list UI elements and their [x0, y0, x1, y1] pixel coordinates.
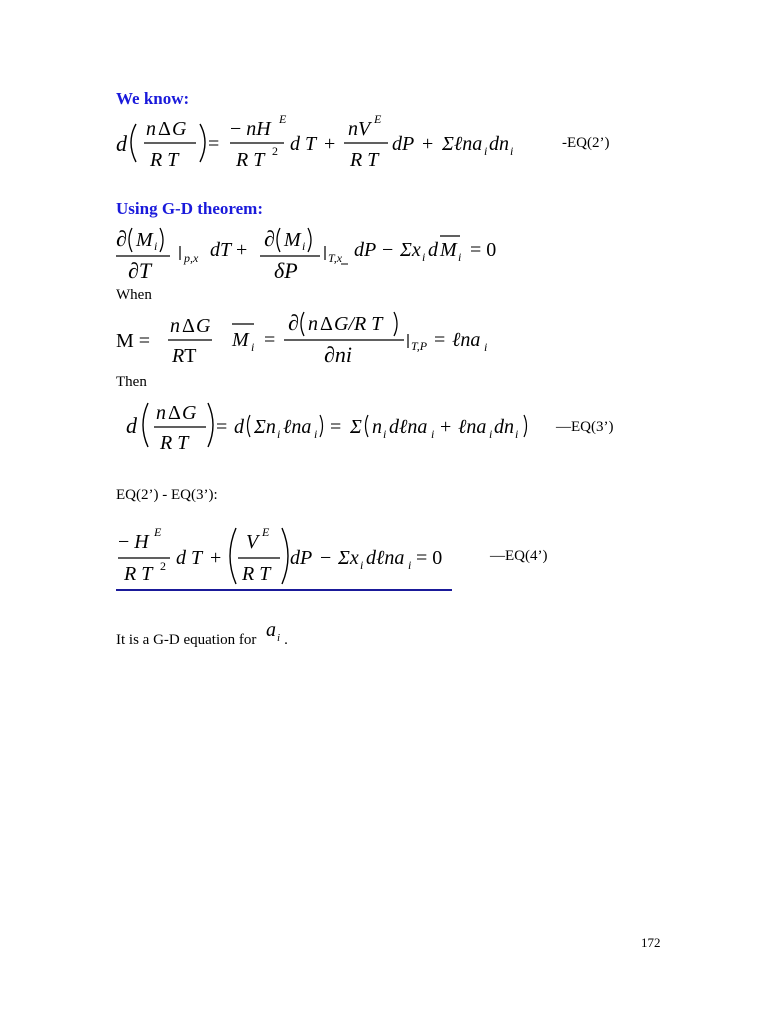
- equation-4-underline: [116, 589, 452, 591]
- svg-text:M: M: [440, 239, 457, 261]
- svg-text:M =: M =: [116, 330, 151, 352]
- svg-text:R T: R T: [160, 432, 189, 454]
- conclusion-symbol: [266, 619, 284, 644]
- label-when: When: [116, 287, 152, 303]
- equation-4: [114, 522, 474, 588]
- svg-text:M: M: [136, 229, 153, 251]
- heading-we-know: We know:: [116, 89, 190, 108]
- svg-text:dℓna: dℓna: [366, 547, 405, 569]
- svg-text:+: +: [440, 416, 452, 438]
- svg-text:=: =: [208, 133, 220, 155]
- svg-text:dn: dn: [494, 416, 514, 438]
- svg-text:i: i: [510, 144, 514, 158]
- svg-text:= 0: = 0: [470, 239, 497, 261]
- svg-text:d: d: [428, 239, 438, 261]
- svg-text:dP: dP: [290, 547, 313, 569]
- equation-tag-eq4: —EQ(4’): [490, 548, 548, 564]
- svg-text:+: +: [210, 547, 222, 569]
- svg-text:i: i: [360, 558, 364, 572]
- svg-text:+: +: [422, 133, 434, 155]
- svg-text:Σ: Σ: [350, 416, 362, 438]
- svg-text:dP: dP: [354, 239, 377, 261]
- svg-text:ℓna: ℓna: [458, 416, 487, 438]
- svg-text:d T: d T: [176, 547, 203, 569]
- svg-text:n: n: [146, 118, 156, 140]
- svg-text:dn: dn: [489, 133, 509, 155]
- svg-text:i: i: [314, 427, 318, 441]
- svg-text:n: n: [170, 315, 180, 337]
- svg-text:RT: RT: [172, 345, 197, 367]
- svg-text:nV: nV: [348, 118, 371, 140]
- svg-text:d: d: [116, 131, 127, 156]
- svg-text:i: i: [422, 250, 426, 264]
- svg-text:δP: δP: [274, 258, 298, 283]
- svg-text:n: n: [308, 313, 318, 335]
- svg-text:ℓna: ℓna: [283, 416, 312, 438]
- svg-text:∂: ∂: [288, 310, 299, 335]
- svg-text:i: i: [515, 427, 519, 441]
- svg-text:E: E: [154, 525, 162, 539]
- svg-text:n: n: [156, 402, 166, 424]
- svg-text:Σn: Σn: [254, 416, 276, 438]
- svg-text:∂: ∂: [116, 226, 127, 251]
- page-number: 172: [641, 935, 661, 950]
- svg-text:G: G: [196, 315, 211, 337]
- svg-text:i: i: [458, 250, 462, 264]
- svg-text:i: i: [431, 427, 435, 441]
- svg-text:i: i: [277, 427, 281, 441]
- label-eq-difference: EQ(2’) - EQ(3’):: [116, 487, 218, 503]
- svg-text:i: i: [408, 558, 412, 572]
- svg-text:2: 2: [272, 144, 278, 158]
- svg-text:ℓna: ℓna: [452, 329, 481, 351]
- svg-text:T,x: T,x: [328, 251, 343, 265]
- svg-text:−: −: [382, 239, 394, 261]
- svg-text:2: 2: [160, 559, 166, 573]
- heading-using-gd-theorem: Using G-D theorem:: [116, 199, 263, 218]
- svg-text:E: E: [374, 112, 382, 126]
- svg-text:d: d: [234, 416, 244, 438]
- svg-text:d: d: [126, 413, 137, 438]
- svg-text:Σx: Σx: [400, 239, 421, 261]
- svg-text:dT: dT: [210, 239, 232, 261]
- svg-text:E: E: [262, 525, 270, 539]
- svg-text:R T: R T: [242, 563, 271, 585]
- svg-text:R T: R T: [124, 563, 153, 585]
- svg-text:R T: R T: [236, 149, 265, 171]
- svg-text:=: =: [264, 329, 276, 351]
- svg-text:= 0: = 0: [416, 547, 443, 569]
- svg-text:G: G: [172, 118, 187, 140]
- svg-text:d T: d T: [290, 133, 317, 155]
- svg-text:Δ: Δ: [158, 118, 171, 140]
- svg-text:−: −: [320, 547, 332, 569]
- equation-2: [112, 110, 552, 174]
- svg-text:M: M: [284, 229, 301, 251]
- svg-text:M: M: [232, 329, 249, 351]
- svg-text:dP: dP: [392, 133, 415, 155]
- svg-text:i: i: [277, 632, 281, 644]
- svg-text:∂T: ∂T: [128, 258, 152, 283]
- svg-text:=: =: [330, 416, 342, 438]
- svg-text:Σx: Σx: [338, 547, 359, 569]
- conclusion-suffix: .: [284, 632, 288, 648]
- conclusion-prefix: It is a G-D equation for: [116, 632, 257, 648]
- equation-m-definition: [112, 308, 512, 370]
- svg-text:R T: R T: [150, 149, 179, 171]
- svg-text:+: +: [324, 133, 336, 155]
- svg-text:dℓna: dℓna: [389, 416, 428, 438]
- svg-text:G: G: [182, 402, 197, 424]
- svg-text:Δ: Δ: [168, 402, 181, 424]
- svg-text:V: V: [246, 531, 259, 553]
- svg-text:∂ni: ∂ni: [324, 342, 352, 367]
- svg-text:i: i: [484, 144, 488, 158]
- svg-text:+: +: [236, 239, 248, 261]
- equation-3: [122, 395, 572, 459]
- svg-text:E: E: [279, 112, 287, 126]
- svg-text:Δ: Δ: [182, 315, 195, 337]
- equation-gd-theorem: [112, 222, 532, 286]
- svg-text:i: i: [484, 340, 488, 354]
- svg-text:i: i: [383, 427, 387, 441]
- svg-text:=: =: [216, 416, 228, 438]
- svg-text:Δ: Δ: [320, 313, 333, 335]
- svg-text:− H: − H: [118, 531, 149, 553]
- svg-text:a: a: [266, 619, 277, 641]
- equation-tag-eq2: -EQ(2’): [562, 135, 610, 151]
- svg-text:G/R T: G/R T: [334, 313, 383, 335]
- label-then: Then: [116, 374, 147, 390]
- svg-text:n: n: [372, 416, 382, 438]
- svg-text:=: =: [434, 329, 446, 351]
- svg-text:i: i: [154, 239, 158, 253]
- svg-text:p,x: p,x: [184, 251, 199, 265]
- svg-text:∂: ∂: [264, 226, 275, 251]
- svg-text:T,P: T,P: [411, 339, 428, 353]
- svg-text:i: i: [251, 340, 255, 354]
- svg-text:Σℓna: Σℓna: [442, 133, 483, 155]
- equation-tag-eq3: —EQ(3’): [556, 419, 614, 435]
- svg-text:i: i: [489, 427, 493, 441]
- conclusion-text: [116, 619, 288, 649]
- svg-text:− nH: − nH: [230, 118, 271, 140]
- svg-text:i: i: [302, 239, 306, 253]
- svg-text:R T: R T: [350, 149, 379, 171]
